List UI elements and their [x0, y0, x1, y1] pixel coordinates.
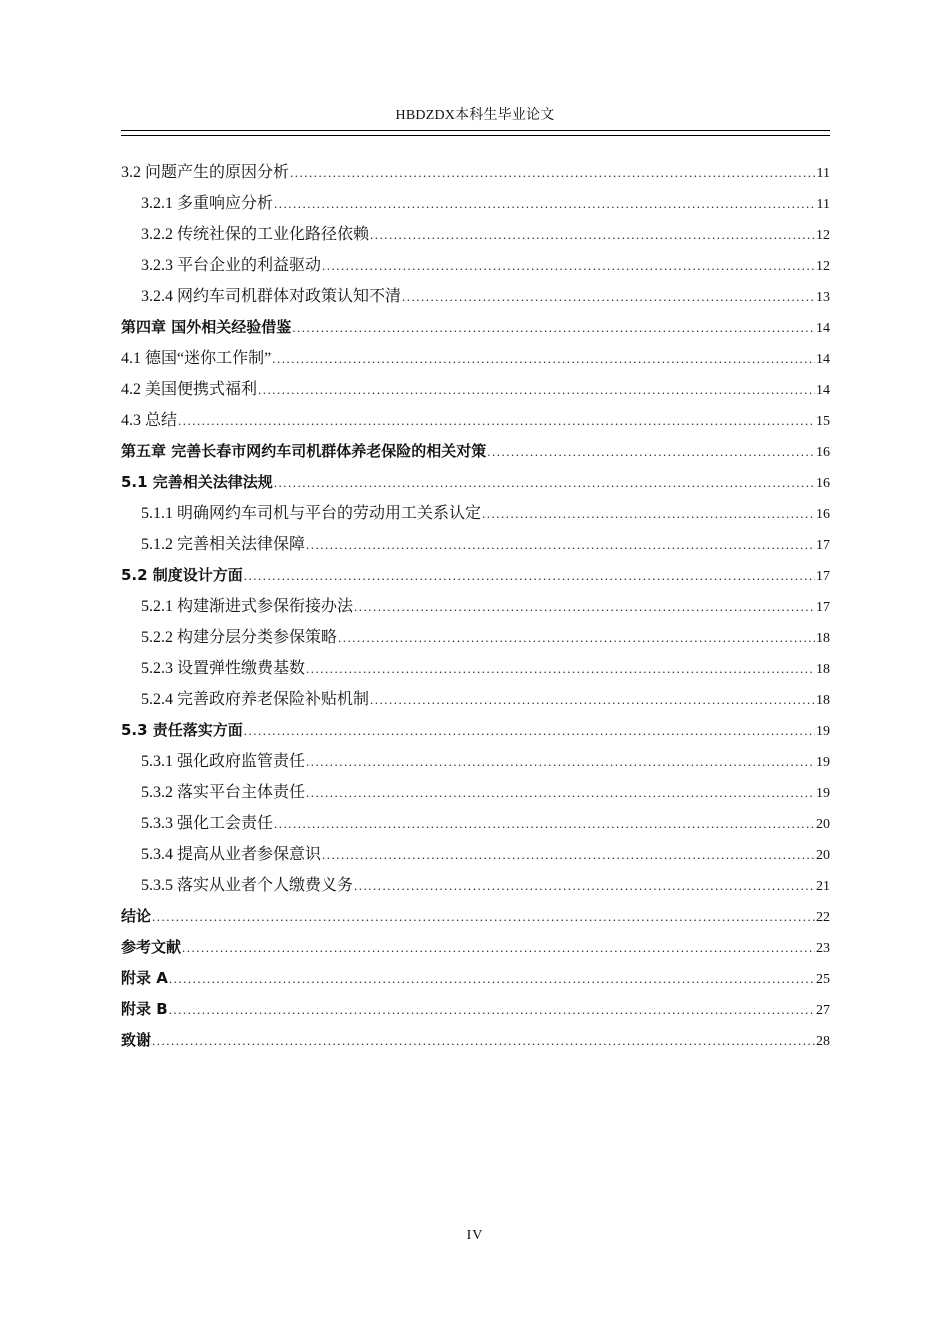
page-number: IV [466, 1228, 484, 1243]
toc-entry-title: 5.3.1 强化政府监管责任 [141, 753, 306, 770]
toc-entry-page: 19 [816, 724, 830, 739]
toc-entry-page: 17 [816, 569, 830, 584]
toc-entry-title: 5.3.2 落实平台主体责任 [141, 784, 306, 801]
toc-entry[interactable] [121, 746, 830, 777]
toc-entry-page: 19 [816, 755, 830, 770]
toc-dot-leader [258, 374, 815, 405]
toc-dot-leader [306, 653, 815, 684]
toc-entry[interactable] [121, 498, 830, 529]
toc-dot-leader [169, 994, 815, 1025]
toc-entry[interactable] [121, 1025, 830, 1056]
toc-entry-title: 5.3.3 强化工会责任 [141, 815, 274, 832]
toc-entry-page: 15 [816, 414, 830, 429]
toc-entry[interactable] [121, 250, 830, 281]
toc-entry[interactable] [121, 219, 830, 250]
toc-entry-title: 5.2.2 构建分层分类参保策略 [141, 629, 338, 646]
toc-entry-title: 5.2 制度设计方面 [121, 566, 243, 584]
toc-dot-leader [482, 498, 815, 529]
toc-entry-title: 附录 A [121, 969, 168, 987]
toc-entry-page: 27 [816, 1003, 830, 1018]
table-of-contents [121, 157, 830, 1056]
toc-entry[interactable] [121, 374, 830, 405]
toc-entry-page: 13 [816, 290, 830, 305]
toc-entry[interactable] [121, 622, 830, 653]
toc-entry-title: 致谢 [121, 1031, 152, 1049]
toc-dot-leader [322, 839, 815, 870]
toc-entry-title: 5.2.3 设置弹性缴费基数 [141, 660, 306, 677]
toc-entry-title: 5.2.4 完善政府养老保险补贴机制 [141, 691, 370, 708]
toc-entry-title: 5.3.4 提高从业者参保意识 [141, 846, 322, 863]
toc-entry-page: 18 [816, 631, 830, 646]
toc-entry[interactable] [121, 808, 830, 839]
toc-entry[interactable] [121, 684, 830, 715]
toc-entry-title: 5.1.1 明确网约车司机与平台的劳动用工关系认定 [141, 505, 482, 522]
running-header-title: HBDZDX本科生毕业论文 [395, 108, 555, 123]
toc-entry-page: 21 [816, 879, 830, 894]
toc-entry[interactable] [121, 560, 830, 591]
toc-entry-page: 18 [816, 693, 830, 708]
toc-entry-page: 18 [816, 662, 830, 677]
toc-entry-page: 11 [816, 197, 830, 212]
toc-entry-page: 20 [816, 817, 830, 832]
toc-entry-page: 16 [816, 507, 830, 522]
toc-entry-title: 3.2.3 平台企业的利益驱动 [141, 257, 322, 274]
toc-entry-title: 3.2.1 多重响应分析 [141, 195, 274, 212]
toc-entry-page: 22 [816, 910, 830, 925]
toc-dot-leader [306, 777, 815, 808]
toc-entry[interactable] [121, 653, 830, 684]
toc-dot-leader [244, 560, 815, 591]
toc-entry-title: 附录 B [121, 1000, 168, 1018]
toc-entry[interactable] [121, 870, 830, 901]
toc-dot-leader [274, 808, 815, 839]
toc-dot-leader [338, 622, 815, 653]
toc-entry[interactable] [121, 281, 830, 312]
toc-dot-leader [306, 529, 815, 560]
toc-dot-leader [370, 684, 815, 715]
toc-entry[interactable] [121, 994, 830, 1025]
toc-entry-title: 4.1 德国“迷你工作制” [121, 350, 272, 367]
toc-entry-title: 4.3 总结 [121, 412, 178, 429]
toc-entry[interactable] [121, 157, 830, 188]
toc-entry[interactable] [121, 529, 830, 560]
toc-entry[interactable] [121, 963, 830, 994]
toc-entry[interactable] [121, 777, 830, 808]
header-rule-thin [121, 135, 830, 136]
toc-entry-page: 14 [816, 383, 830, 398]
toc-entry[interactable] [121, 343, 830, 374]
toc-entry-page: 12 [816, 228, 830, 243]
toc-entry-title: 3.2.2 传统社保的工业化路径依赖 [141, 226, 370, 243]
toc-entry-title: 5.3.5 落实从业者个人缴费义务 [141, 877, 354, 894]
toc-entry-title: 参考文献 [121, 938, 182, 956]
toc-dot-leader [272, 343, 815, 374]
toc-entry[interactable] [121, 839, 830, 870]
toc-dot-leader [274, 467, 815, 498]
toc-entry-page: 23 [816, 941, 830, 956]
toc-entry-title: 5.2.1 构建渐进式参保衔接办法 [141, 598, 354, 615]
toc-entry[interactable] [121, 932, 830, 963]
toc-entry-title: 3.2 问题产生的原因分析 [121, 164, 290, 181]
toc-entry[interactable] [121, 467, 830, 498]
toc-entry-title: 3.2.4 网约车司机群体对政策认知不清 [141, 288, 402, 305]
toc-entry-title: 5.3 责任落实方面 [121, 721, 243, 739]
toc-dot-leader [152, 1025, 815, 1056]
toc-entry-page: 28 [816, 1034, 830, 1049]
toc-dot-leader [178, 405, 815, 436]
toc-entry-page: 20 [816, 848, 830, 863]
toc-entry-page: 14 [816, 321, 830, 336]
toc-entry-page: 12 [816, 259, 830, 274]
toc-entry-page: 17 [816, 538, 830, 553]
toc-entry[interactable] [121, 591, 830, 622]
toc-entry[interactable] [121, 312, 830, 343]
toc-entry-page: 14 [816, 352, 830, 367]
toc-entry-title: 5.1 完善相关法律法规 [121, 473, 273, 491]
header-rule-thick [121, 130, 830, 131]
toc-dot-leader [370, 219, 815, 250]
toc-entry-title: 第四章 国外相关经验借鉴 [121, 318, 292, 336]
toc-entry-title: 5.1.2 完善相关法律保障 [141, 536, 306, 553]
toc-entry-page: 11 [816, 166, 830, 181]
toc-entry-title: 4.2 美国便携式福利 [121, 381, 258, 398]
toc-dot-leader [322, 250, 815, 281]
toc-dot-leader [354, 870, 815, 901]
toc-dot-leader [169, 963, 815, 994]
toc-dot-leader [292, 312, 815, 343]
toc-entry-page: 17 [816, 600, 830, 615]
toc-entry-title: 结论 [121, 907, 152, 925]
toc-dot-leader [306, 746, 815, 777]
toc-entry[interactable] [121, 436, 830, 467]
toc-entry-page: 25 [816, 972, 830, 987]
toc-entry-page: 16 [816, 476, 830, 491]
toc-entry-page: 16 [816, 445, 830, 460]
toc-entry-title: 第五章 完善长春市网约车司机群体养老保险的相关对策 [121, 442, 487, 460]
toc-entry[interactable] [121, 715, 830, 746]
toc-dot-leader [402, 281, 815, 312]
toc-entry[interactable] [121, 901, 830, 932]
toc-dot-leader [290, 157, 816, 188]
toc-dot-leader [274, 188, 816, 219]
toc-dot-leader [487, 436, 815, 467]
toc-dot-leader [354, 591, 815, 622]
toc-entry-page: 19 [816, 786, 830, 801]
toc-dot-leader [152, 901, 815, 932]
toc-dot-leader [244, 715, 815, 746]
toc-entry[interactable] [121, 188, 830, 219]
toc-dot-leader [182, 932, 815, 963]
toc-entry[interactable] [121, 405, 830, 436]
